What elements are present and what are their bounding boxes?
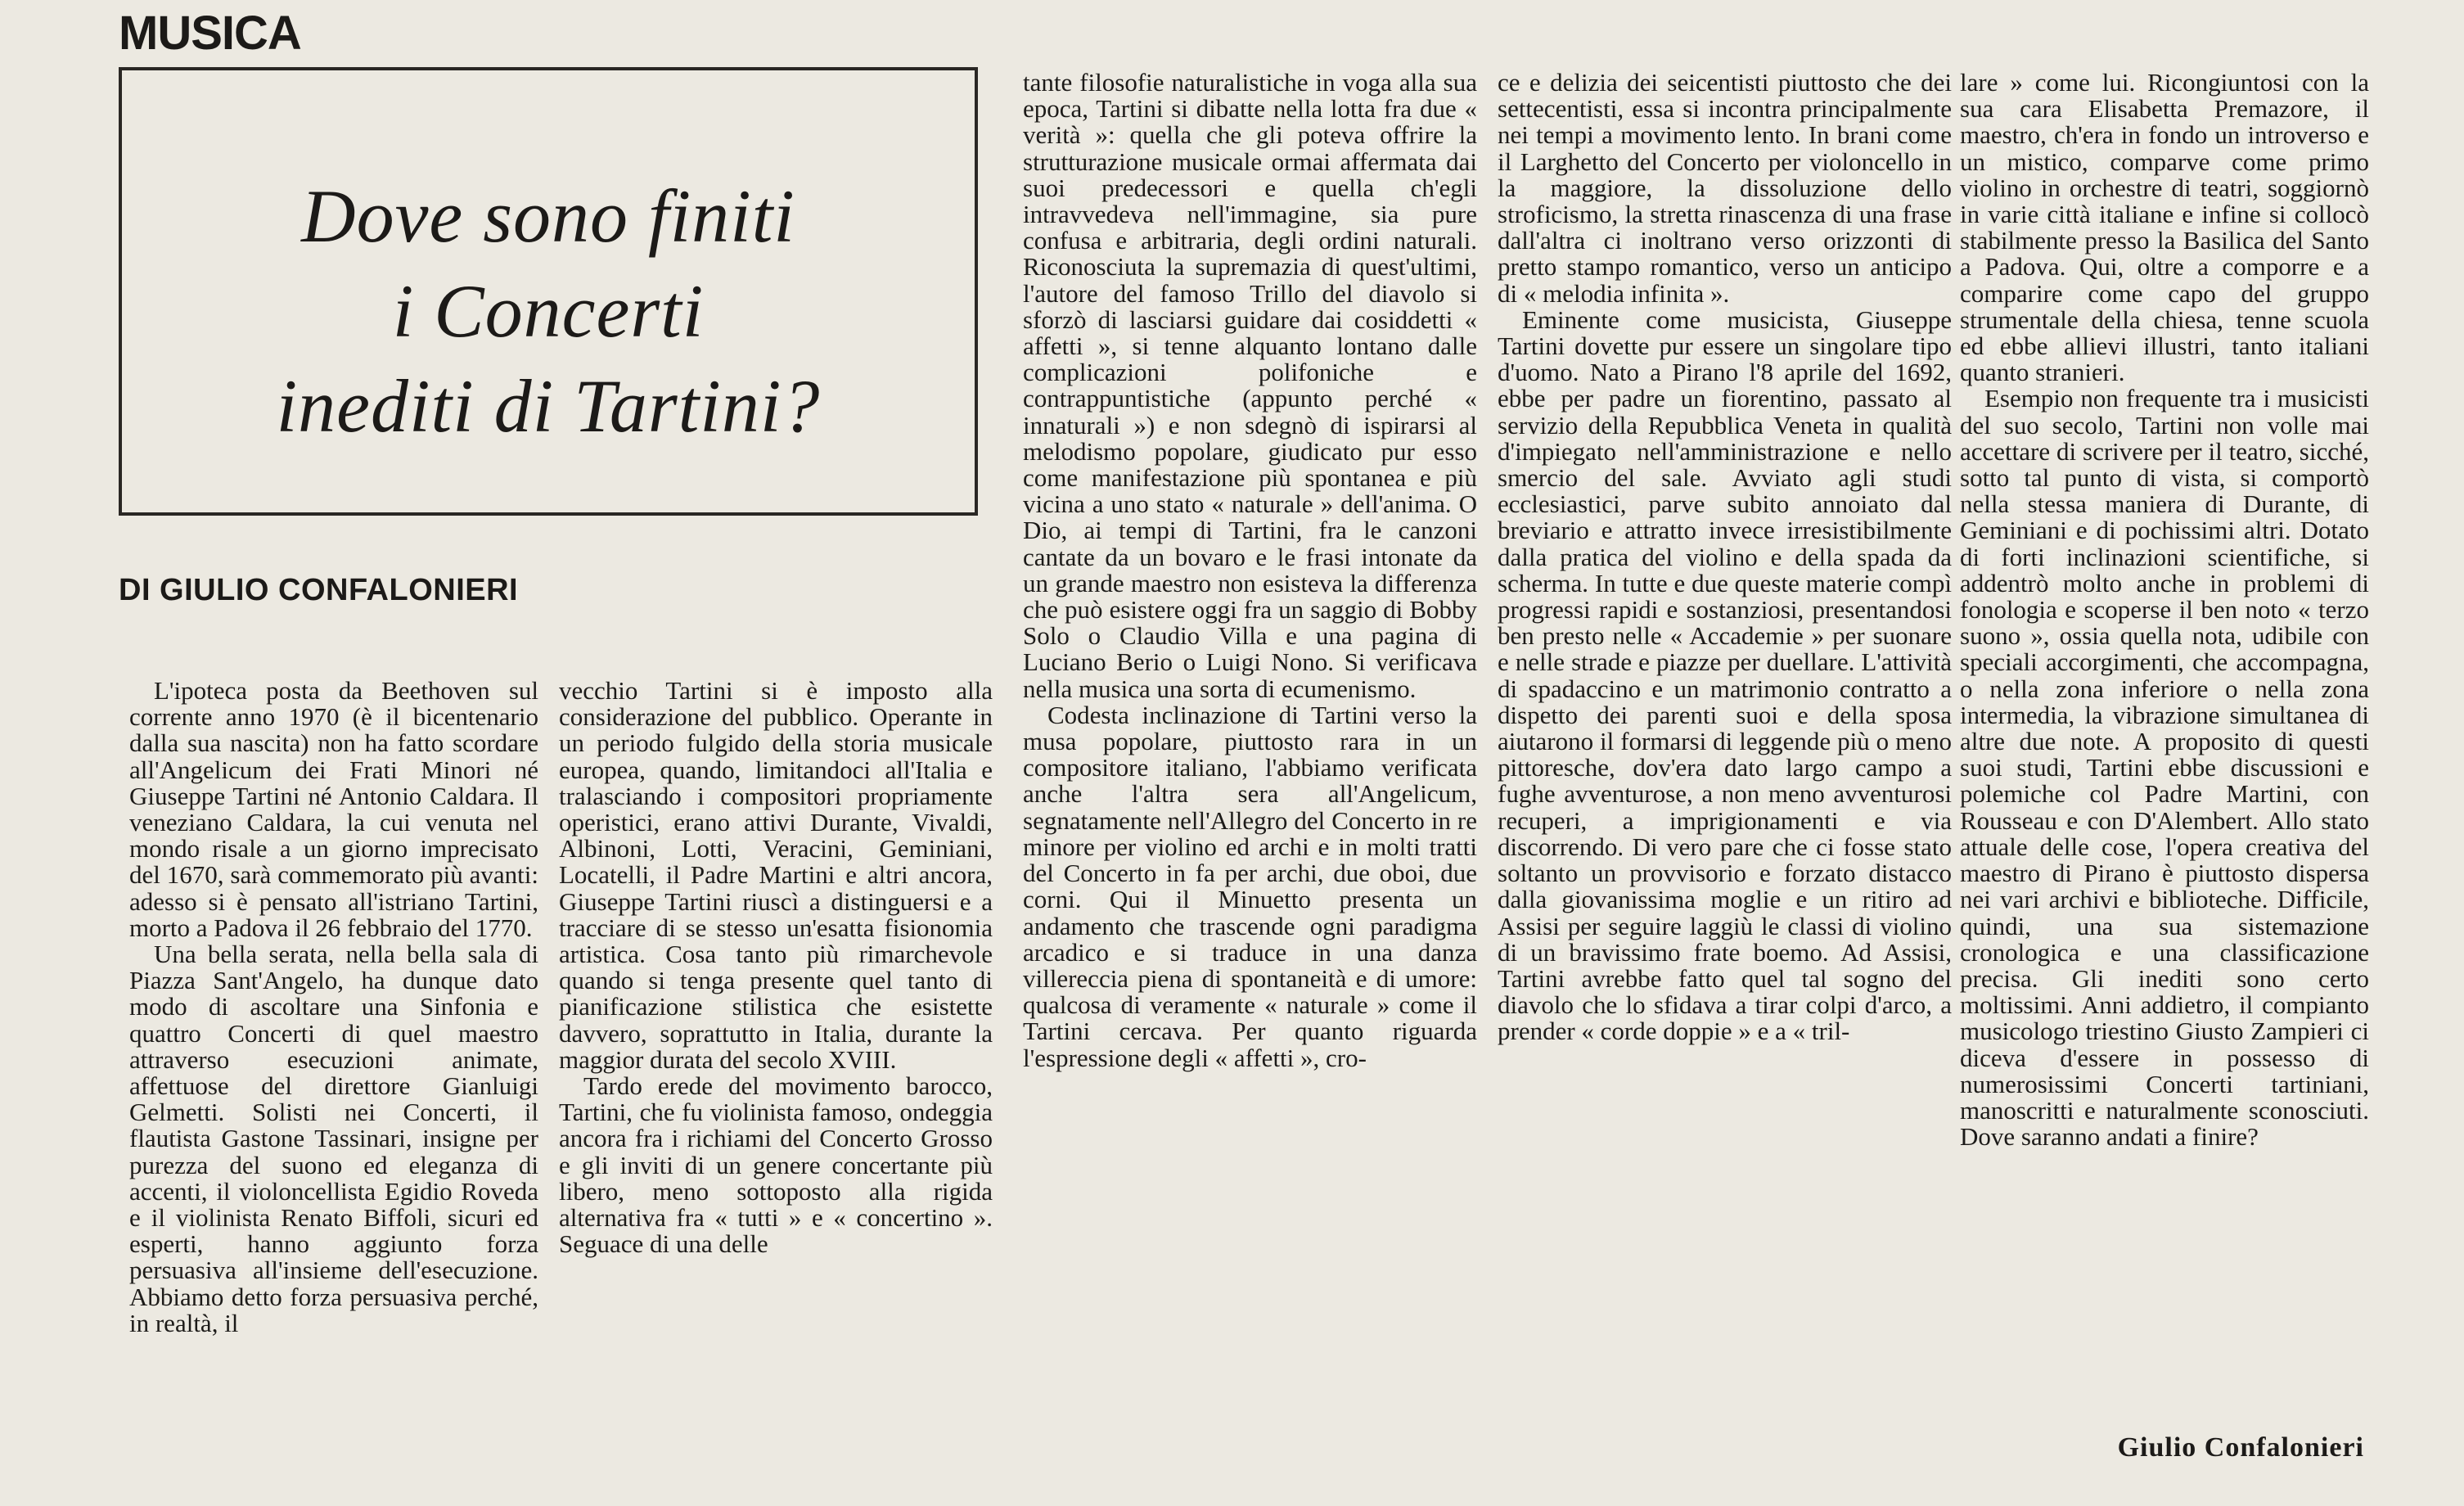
headline-box xyxy=(119,67,978,516)
paragraph: vecchio Tartini si è imposto alla considerazione del pubblico. Operante in un periodo fulgido della storia musicale europea, quando, limitandoci all'Italia e tralasciando i compositori propriamente operistici, erano attivi Durante, Vivaldi, Albinoni, Lotti, Veracini, Geminiani, Locatelli, il Padre Martini e altri ancora, Giuseppe Tartini riuscì a distinguersi e a tracciare di se stesso un'esatta fisionomia artistica. Cosa tanto più rimarchevole quando si tenga presente quel tanto di pianificazione stilistica che esistette davvero, soprattutto in Italia, durante la maggior durata del secolo XVIII. xyxy=(559,678,993,1074)
paragraph: Codesta inclinazione di Tartini verso la musa popolare, piuttosto rara in un compositore italiano, l'abbiamo verificata anche l'altra sera all'Angelicum, segnatamente nell'Allegro del Concerto in re minore per violino ed archi e in molti tratti del Concerto in fa per archi, due oboi, due corni. Qui il Minuetto presenta un andamento che trascende ogni paradigma arcadico e si traduce in una danza villereccia piena di spontaneità e di umore: qualcosa di veramente « naturale » come il Tartini cercava. Per quanto riguarda l'espressione degli « affetti », cro- xyxy=(1023,700,1477,1072)
paragraph: tante filosofie naturalistiche in voga alla sua epoca, Tartini si dibatte nella lotta fra due « verità »: quella che gli poteva offrire la strutturazione musicale ormai affermata dai suoi predecessori e quella ch'egli intravvedeva nell'immagine, sia pure confusa e arbitraria, degli ordini naturali. Riconosciuta la supremazia di quest'ultimi, l'autore del famoso Trillo del diavolo si sforzò di lasciarsi guidare dai cosiddetti « affetti », si tenne alquanto lontano dalle complicazioni polifoniche e contrappuntistiche (appunto perché « innaturali ») e non sdegnò di ispirarsi al melodismo popolare, giudicato pur esso come manifestazione più spontanea e più vicina a uno stato « naturale » dell'anima. O Dio, ai tempi di Tartini, fra le canzoni cantate da un bovaro e le frasi intonate da un grande maestro non esisteva la differenza che può esistere oggi fra un saggio di Bobby Solo o Claudio Villa e una pagina di Luciano Berio o Luigi Nono. Si verificava nella musica una sorta di ecumenismo. xyxy=(1023,70,1477,703)
headline xyxy=(122,169,975,453)
article-column-3 xyxy=(1023,70,1477,1502)
paragraph: Eminente come musicista, Giuseppe Tartini dovette pur essere un singolare tipo d'uomo. Nato a Pirano l'8 aprile del 1692, ebbe per padre un fiorentino, passato al servizio della Repubblica Veneta in qualità d'impiegato nell'amministrazione e nello smercio del sale. Avviato agli studi ecclesiastici, parve subito annoiato dal breviario e attratto invece irresistibilmente dalla pratica del violino e della spada da scherma. In tutte e due queste materie compì progressi rapidi e sostanziosi, presentandosi ben presto nelle « Accademie » per suonare e nelle strade e piazze per duellare. L'attività di spadaccino e un matrimonio contratto a dispetto dei parenti suoi e della sposa aiutarono il formarsi di leggende più o meno pittoresche, dov'era dato largo campo a fughe avventurose, a non meno avventurosi recuperi, a imprigionamenti e via discorrendo. Di vero pare che ci fosse stato soltanto un provvisorio e forzato distacco dalla giovanissima moglie e un ritiro ad Assisi per seguire laggiù le classi di violino di un bravissimo frate boemo. Ad Assisi, Tartini avrebbe fatto quel tal sogno del diavolo che lo sfidava a tirar colpi d'arco, a prender « corde doppie » e a « tril- xyxy=(1498,304,1952,1046)
author-signature: Giulio Confalonieri xyxy=(2117,1432,2364,1463)
paragraph: Esempio non frequente tra i musicisti del suo secolo, Tartini non volle mai accettare di scrivere per il teatro, sicché, sotto tal punto di vista, si comportò nella stessa maniera di Durante, di Geminiani e di pochissimi altri. Dotato di forti inclinazioni scientifiche, si addentrò molto anche in problemi di fonologia e scoperse il ben noto « terzo suono », ossia quella nota, udibile con speciali accorgimenti, che accompagna, o nella zona inferiore o nella zona intermedia, la vibrazione simultanea di altre due note. A proposito di questi suoi studi, Tartini ebbe discussioni e polemiche col Padre Martini, con Rousseau e con D'Alembert. Allo stato attuale delle cose, l'opera creativa del maestro di Pirano è piuttosto dispersa nei vari archivi e biblioteche. Difficile, quindi, una sua sistemazione cronologica e una classificazione precisa. Gli inediti sono certo moltissimi. Anni addietro, il compianto musicologo triestino Giusto Zampieri ci diceva d'essere in possesso di numerosissimi Concerti tartiniani, manoscritti e naturalmente sconosciuti. Dove saranno andati a finire? xyxy=(1960,384,2369,1152)
paragraph: L'ipoteca posta da Beethoven sul corrente anno 1970 (è il bicentenario dalla sua nascita) non ha fatto scordare all'Angelicum dei Frati Minori né Giuseppe Tartini né Antonio Caldara. Il veneziano Caldara, la cui venuta nel mondo risale a un giorno imprecisato del 1670, sarà commemorato più avanti: adesso si è pensato all'istriano Tartini, morto a Padova il 26 febbraio del 1770. xyxy=(129,678,538,942)
headline-line-2: i Concerti xyxy=(392,269,705,353)
article-column-4 xyxy=(1498,70,1952,1502)
headline-line-3: inediti di Tartini? xyxy=(276,364,821,448)
paragraph: Tardo erede del movimento barocco, Tartini, che fu violinista famoso, ondeggia ancora fra i richiami del Concerto Grosso e gli inviti di un genere concertante più libero, meno sottoposto alla rigida alternativa fra « tutti » e « concertino ». Seguace di una delle xyxy=(559,1071,993,1259)
headline-line-1: Dove sono finiti xyxy=(301,174,795,258)
article-column-1 xyxy=(129,678,538,1496)
section-label: MUSICA xyxy=(119,7,301,60)
byline: DI GIULIO CONFALONIERI xyxy=(119,573,519,607)
article-column-5 xyxy=(1960,70,2369,1461)
paragraph: lare » come lui. Ricongiuntosi con la sua cara Elisabetta Premazore, il maestro, ch'era in fondo un introverso e un mistico, comparve come primo violino in orchestre di teatri, soggiornò in varie città italiane e infine si collocò stabilmente presso la Basilica del Santo a Padova. Qui, oltre a comporre e a comparire come capo del gruppo strumentale della chiesa, tenne scuola ed ebbe allievi illustri, tanto italiani quanto stranieri. xyxy=(1960,70,2369,387)
paragraph: Una bella serata, nella bella sala di Piazza Sant'Angelo, ha dunque dato modo di ascoltare una Sinfonia e quattro Concerti di quel maestro attraverso esecuzioni animate, affettuose del direttore Gianluigi Gelmetti. Solisti nei Concerti, il flautista Gastone Tassinari, insigne per purezza del suono ed eleganza di accenti, il violoncellista Egidio Roveda e il violinista Renato Biffoli, sicuri ed esperti, hanno aggiunto forza persuasiva all'insieme dell'esecuzione. Abbiamo detto forza persuasiva perché, in realtà, il xyxy=(129,940,538,1337)
article-column-2 xyxy=(559,678,993,1496)
paragraph: ce e delizia dei seicentisti piuttosto che dei settecentisti, essa si incontra principalmente nei tempi a movimento lento. In brani come il Larghetto del Concerto per violoncello in la maggiore, la dissoluzione dello stroficismo, la stretta rinascenza di una frase dall'altra ci inoltrano verso orizzonti di pretto stampo romantico, verso un anticipo di « melodia infinita ». xyxy=(1498,70,1952,308)
